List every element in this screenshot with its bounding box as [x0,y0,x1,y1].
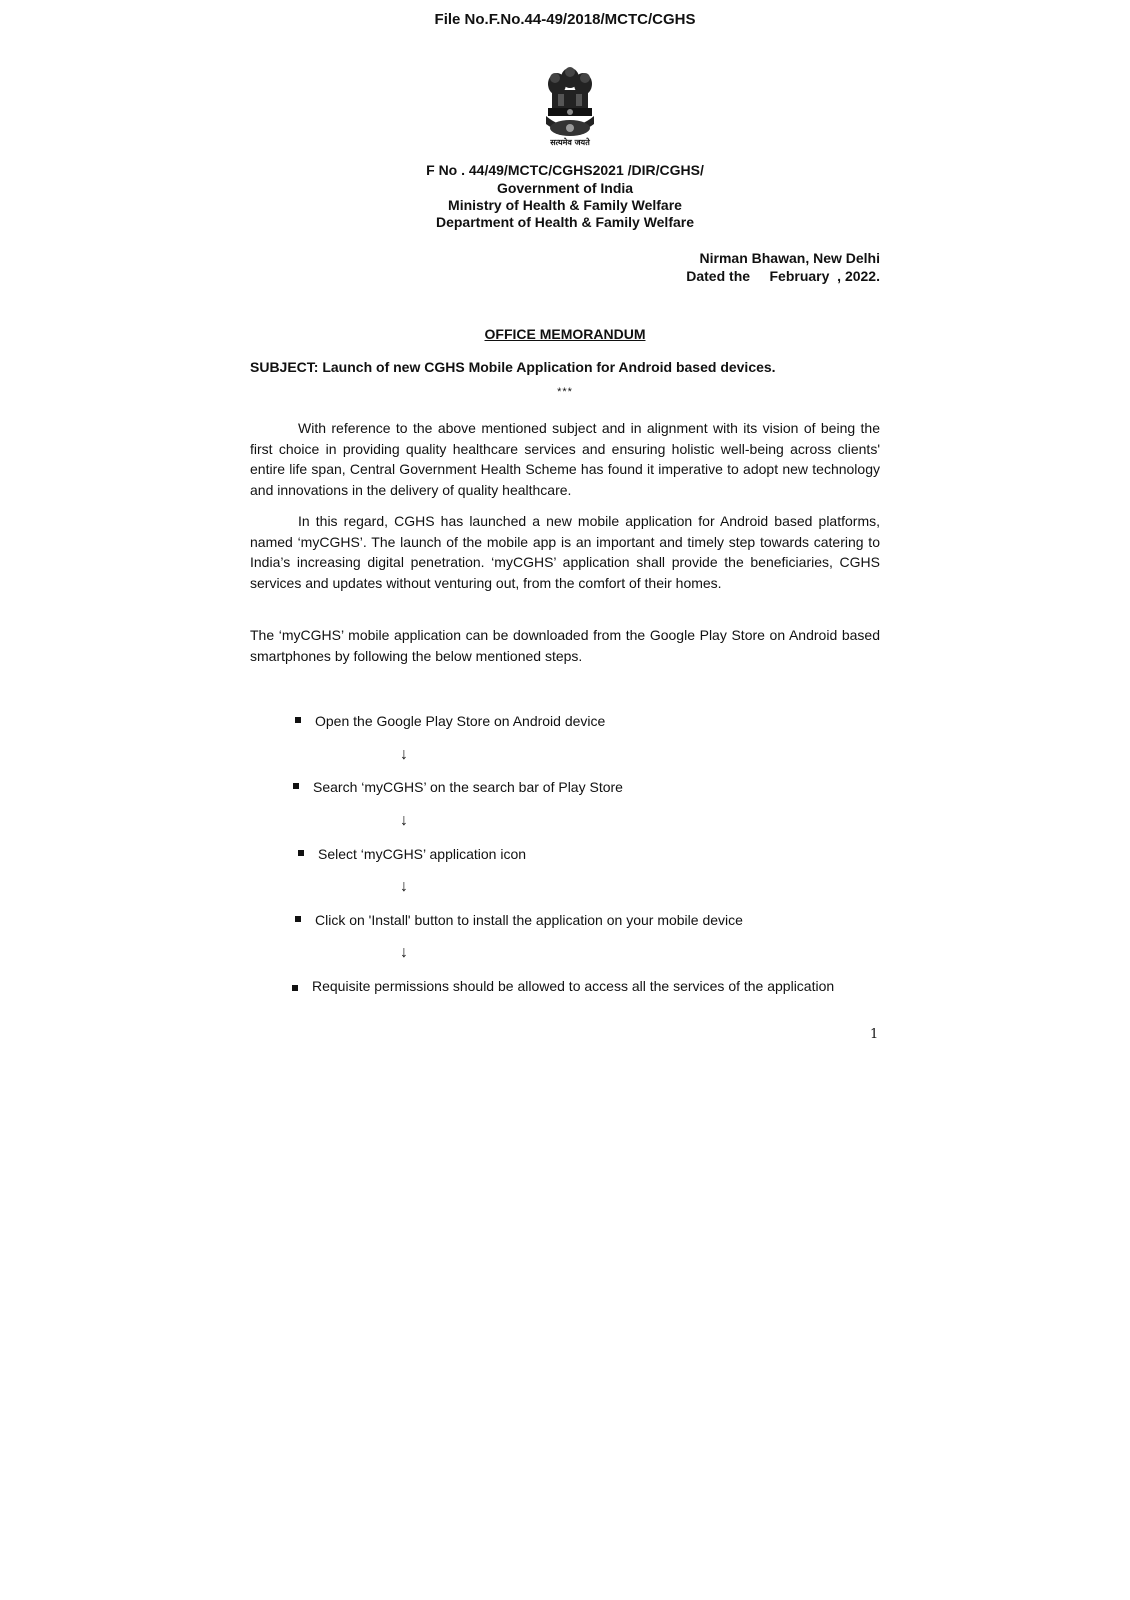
department-line: Department of Health & Family Welfare [435,214,695,230]
step-item [293,777,623,798]
step-text: Select ‘myCGHS’ application icon [318,846,527,862]
step-text: Click on 'Install' button to install the application on your mobile device [315,912,743,928]
step-text: Requisite permissions should be allowed to access all the services of the application [312,978,835,994]
paragraph-download: The ‘myCGHS’ mobile application can be downloaded from the Google Play Store on Android based smartphones by following the below mentioned steps. [250,627,880,664]
down-arrow-icon: ↓ [400,812,408,829]
page-number: 1 [870,1027,879,1042]
bullet-icon [295,916,301,922]
place-line: Nirman Bhawan, New Delhi [699,250,880,266]
bullet-icon [293,783,299,789]
step-text: Open the Google Play Store on Android device [315,713,606,729]
file-number: File No.F.No.44-49/2018/MCTC/CGHS [434,11,696,28]
step-item [295,711,605,732]
bullet-icon [295,717,301,723]
down-arrow-icon: ↓ [400,944,408,961]
memo-title: OFFICE MEMORANDUM [484,326,646,342]
government-line: Government of India [496,180,634,196]
step-text: Search ‘myCGHS’ on the search bar of Play Store [313,779,623,795]
paragraph-intro: With reference to the above mentioned subject and in alignment with its vision of being the first choice in providing quality healthcare services and ensuring holistic well-being across clients' entire life span, Central Government Health Scheme has found it imperative to adopt new technology and innovations in the delivery of quality healthcare. [250,420,880,498]
down-arrow-icon: ↓ [400,746,408,763]
reference-number: F No . 44/49/MCTC/CGHS2021 /DIR/CGHS/ [426,162,704,178]
bullet-icon [298,850,304,856]
date-line: Dated the February , 2022. [686,268,880,284]
bullet-icon [292,985,298,991]
emblem-motto: सत्यमेव जयते [550,138,590,147]
down-arrow-icon: ↓ [400,878,408,895]
ministry-line: Ministry of Health & Family Welfare [448,197,682,213]
step-item [298,844,526,865]
paragraph-launch: In this regard, CGHS has launched a new mobile application for Android based platforms, named ‘myCGHS’. The launch of the mobile app is an important and timely step towards catering to India’s increasing digital penetration. ‘myCGHS’ application shall provide the beneficiaries, CGHS services and updates without venturing out, from the comfort of their homes. [250,513,880,591]
step-item [292,976,862,997]
separator-stars: *** [557,386,573,398]
subject-line: SUBJECT: Launch of new CGHS Mobile Application for Android based devices. [250,359,776,375]
step-item [295,910,743,931]
